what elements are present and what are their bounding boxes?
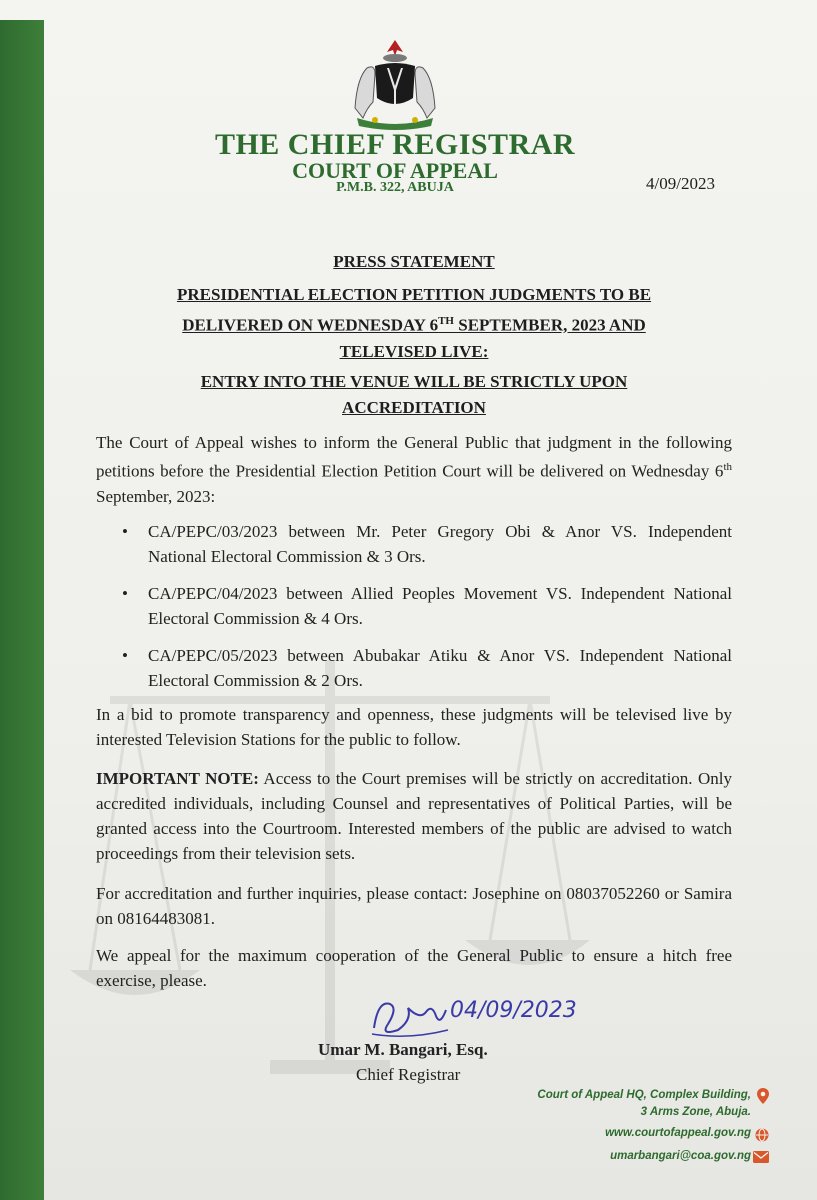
intro-paragraph (96, 430, 732, 509)
list-item (122, 581, 732, 631)
mail-icon (753, 1151, 769, 1163)
list-item (122, 643, 732, 693)
title-line2-superscript: TH (438, 315, 454, 327)
green-margin-band (0, 20, 44, 1200)
appeal-paragraph: We appeal for the maximum cooperation of the General Public to ensure a hitch free exercise, please. (96, 946, 732, 990)
footer-address-line2: 3 Arms Zone, Abuja. (640, 1106, 751, 1118)
letterhead-title: THE CHIEF REGISTRAR (214, 128, 576, 161)
important-note-paragraph (96, 766, 732, 866)
intro-text-end: September, 2023: (96, 486, 216, 506)
signature-date: 04/09/2023 (450, 998, 577, 1023)
bullet-icon: • (122, 584, 128, 603)
transparency-paragraph: In a bid to promote transparency and openness, these judgments will be televised live by interested Television Stations for the public to follow. (96, 705, 732, 749)
intro-superscript: th (723, 461, 732, 473)
footer-website[interactable]: www.courtofappeal.gov.ng (605, 1127, 751, 1139)
petition-text: CA/PEPC/04/2023 between Allied Peoples Movement VS. Independent National Electoral Commission & 4 Ors. (148, 584, 732, 628)
bullet-icon: • (122, 522, 128, 541)
list-item (122, 519, 732, 569)
statement-title (96, 282, 732, 365)
statement-title-line3: TELEVISED LIVE: (339, 341, 489, 361)
important-note-label: IMPORTANT NOTE: (96, 769, 259, 788)
footer-email[interactable]: umarbangari@coa.gov.ng (610, 1150, 751, 1162)
footer-address (537, 1087, 751, 1121)
petition-list (122, 519, 732, 705)
signatory-name: Umar M. Bangari, Esq. (318, 1040, 488, 1059)
press-statement-heading: PRESS STATEMENT (333, 252, 495, 271)
globe-icon (755, 1128, 769, 1142)
statement-title-line2 (96, 308, 732, 339)
footer-address-line1: Court of Appeal HQ, Complex Building, (537, 1089, 751, 1101)
location-pin-icon (757, 1088, 769, 1104)
contact-paragraph: For accreditation and further inquiries, please contact: Josephine on 08037052260 or Samira on 08164483081. (96, 884, 732, 928)
statement-subtitle-line2: ACCREDITATION (342, 398, 486, 417)
coat-of-arms-icon (345, 38, 445, 133)
intro-text: The Court of Appeal wishes to inform the General Public that judgment in the following petitions before the Presidential Election Petition Court will be delivered on Wednesday 6 (96, 433, 732, 481)
petition-text: CA/PEPC/03/2023 between Mr. Peter Gregory Obi & Anor VS. Independent National Electoral Commission & 3 Ors. (148, 522, 732, 566)
petition-text: CA/PEPC/05/2023 between Abubakar Atiku & Anor VS. Independent National Electoral Commission & 2 Ors. (148, 646, 732, 690)
title-line2-part1: DELIVERED ON WEDNESDAY 6 (182, 315, 439, 335)
document-date: 4/09/2023 (646, 174, 715, 193)
statement-subtitle-line1: ENTRY INTO THE VENUE WILL BE STRICTLY UPON (200, 372, 628, 391)
letterhead-address: P.M.B. 322, ABUJA (336, 180, 454, 195)
statement-subtitle (96, 369, 732, 421)
important-note-text: Access to the Court premises will be strictly on accreditation. Only accredited individuals, including Counsel and representatives of Political Parties, will be granted access into the Courtroom. Interested members of the public are advised to watch proceedings from their television sets. (96, 769, 732, 863)
title-line2-part2: SEPTEMBER, 2023 AND (454, 315, 646, 335)
signatory-title: Chief Registrar (356, 1065, 461, 1084)
letterhead-court: COURT OF APPEAL (292, 158, 498, 183)
statement-title-line1: PRESIDENTIAL ELECTION PETITION JUDGMENTS TO BE (176, 285, 652, 304)
bullet-icon: • (122, 646, 128, 665)
